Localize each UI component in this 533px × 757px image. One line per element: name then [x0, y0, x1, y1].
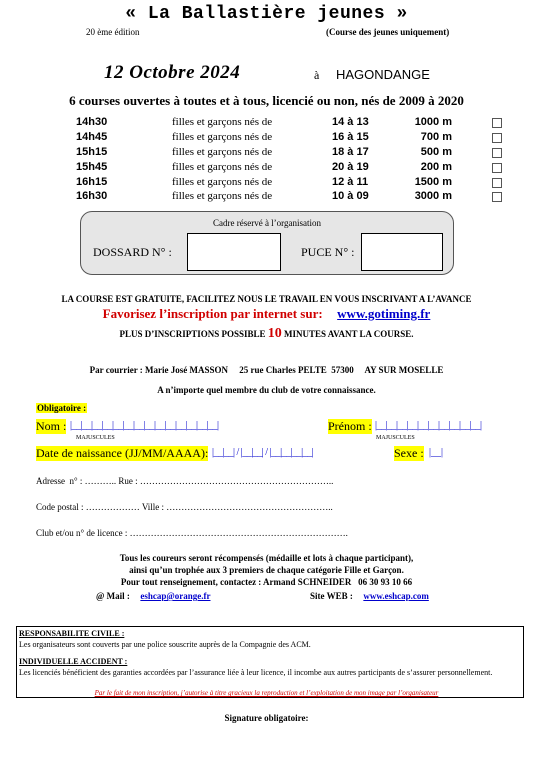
race-checkbox[interactable]: [492, 178, 502, 188]
race-desc: filles et garçons nés de: [172, 176, 273, 188]
race-desc: filles et garçons nés de: [172, 161, 273, 173]
race-years: 16 à 15: [332, 131, 369, 143]
race-time: 16h30: [76, 190, 108, 202]
late-registration-minutes: 10: [267, 326, 282, 341]
web-line: [310, 591, 429, 601]
late-registration-a: PLUS D’INSCRIPTIONS POSSIBLE: [119, 329, 266, 339]
race-years: 10 à 09: [332, 190, 369, 202]
image-rights-notice: Par le fait de mon inscription, j’autorise à titre gracieux la reproduction et l’exploitation de mon image par l’organisateur: [94, 689, 439, 697]
prenom-label: Prénom :: [328, 419, 372, 433]
accident-title: INDIVIDUELLE ACCIDENT :: [19, 657, 128, 666]
contact-line: Pour tout renseignement, contactez : Armand SCHNEIDER 06 30 93 10 66: [120, 577, 413, 587]
nom-field[interactable]: |__|__|__|__|__|__|__|__|__|__|__|__|__|__|: [70, 420, 219, 431]
civil-liability-text: Les organisateurs sont couverts par une police souscrite auprès de la Compagnie des ACM.: [19, 640, 311, 649]
nom-uppercase-hint: MAJUSCULES: [76, 435, 115, 441]
race-time: 14h45: [76, 131, 108, 143]
puce-field[interactable]: [361, 233, 443, 271]
puce-label: PUCE N° :: [301, 245, 355, 259]
reward-line-2: ainsi qu’un trophée aux 3 premiers de chaque catégorie Fille et Garçon.: [129, 565, 404, 575]
gotiming-link[interactable]: www.gotiming.fr: [337, 306, 431, 321]
signature-label: Signature obligatoire:: [224, 713, 309, 723]
address-field[interactable]: Adresse n° : ……….. Rue : ………………………………………………………..: [36, 476, 334, 486]
free-notice: LA COURSE EST GRATUITE, FACILITEZ NOUS LE TRAVAIL EN VOUS INSCRIVANT A L’AVANCE: [61, 294, 472, 304]
club-member: A n’importe quel membre du club de votre connaissance.: [157, 385, 376, 395]
birthdate-label: Date de naissance (JJ/MM/AAAA):: [36, 446, 209, 460]
race-distance: 500 m: [420, 146, 452, 158]
at-label: à: [314, 68, 320, 82]
edition-label: 20 ème édition: [86, 27, 140, 37]
mail-link[interactable]: eshcap@orange.fr: [140, 591, 211, 601]
race-time: 15h45: [76, 161, 108, 173]
birthdate-field[interactable]: |__|__| / |__|__| / |__|__|__|__|: [212, 447, 314, 458]
mail-line: [96, 591, 211, 601]
mandatory-label: Obligatoire :: [37, 403, 87, 413]
event-date: 12 Octobre 2024: [104, 62, 241, 83]
event-place: HAGONDANGE: [336, 67, 430, 82]
race-checkbox[interactable]: [492, 192, 502, 202]
web-label: Site WEB :: [310, 591, 353, 601]
sexe-label: Sexe :: [394, 446, 424, 460]
race-distance: 1500 m: [414, 176, 452, 188]
race-checkbox[interactable]: [492, 133, 502, 143]
prenom-field[interactable]: |__|__|__|__|__|__|__|__|__|__|: [375, 420, 482, 431]
late-registration: [0, 326, 533, 342]
dossard-field[interactable]: [187, 233, 281, 271]
subtitle-label: (Course des jeunes uniquement): [326, 27, 450, 37]
accident-text: Les licenciés bénéficient des garanties accordées par l’assurance liée à leur licence, il incombe aux autres participants de s’assurer personnellement.: [19, 668, 493, 677]
race-checkbox[interactable]: [492, 148, 502, 158]
race-desc: filles et garçons nés de: [172, 116, 273, 128]
race-intro: 6 courses ouvertes à toutes et à tous, licencié ou non, nés de 2009 à 2020: [69, 93, 464, 108]
race-time: 14h30: [76, 116, 108, 128]
legal-box: [16, 626, 524, 698]
race-desc: filles et garçons nés de: [172, 131, 273, 143]
race-distance: 1000 m: [414, 116, 452, 128]
dossard-label: DOSSARD N° :: [93, 245, 172, 259]
web-link[interactable]: www.eshcap.com: [363, 591, 429, 601]
prenom-uppercase-hint: MAJUSCULES: [376, 435, 415, 441]
race-checkbox[interactable]: [492, 163, 502, 173]
race-distance: 200 m: [420, 161, 452, 173]
late-registration-b: MINUTES AVANT LA COURSE.: [284, 329, 414, 339]
race-time: 16h15: [76, 176, 108, 188]
race-years: 18 à 17: [332, 146, 369, 158]
mail-label: @ Mail :: [96, 591, 130, 601]
civil-liability-title: RESPONSABILITE CIVILE :: [19, 629, 125, 638]
postal-city-field[interactable]: Code postal : ……………… Ville : ………………………………………………..: [36, 502, 333, 512]
race-desc: filles et garçons nés de: [172, 190, 273, 202]
internet-label: Favorisez l’inscription par internet sur:: [102, 306, 323, 321]
reward-line-1: Tous les coureurs seront récompensés (médaille et lots à chaque participant),: [119, 553, 414, 563]
mail-address: Par courrier : Marie José MASSON 25 rue Charles PELTE 57300 AY SUR MOSELLE: [89, 365, 444, 375]
licence-field[interactable]: Club et/ou n° de licence : ……………………………………………………………….: [36, 528, 348, 538]
race-distance: 3000 m: [414, 190, 452, 202]
race-distance: 700 m: [420, 131, 452, 143]
race-years: 14 à 13: [332, 116, 369, 128]
nom-label: Nom :: [36, 419, 67, 433]
organisation-frame-title: Cadre réservé à l’organisation: [212, 218, 322, 228]
internet-line: [0, 306, 533, 322]
race-time: 15h15: [76, 146, 108, 158]
race-checkbox[interactable]: [492, 118, 502, 128]
race-years: 20 à 19: [332, 161, 369, 173]
race-desc: filles et garçons nés de: [172, 146, 273, 158]
organisation-frame: [80, 211, 454, 275]
race-years: 12 à 11: [332, 176, 369, 188]
sexe-field[interactable]: |__|: [429, 447, 444, 458]
event-title: « La Ballastière jeunes »: [125, 4, 408, 24]
